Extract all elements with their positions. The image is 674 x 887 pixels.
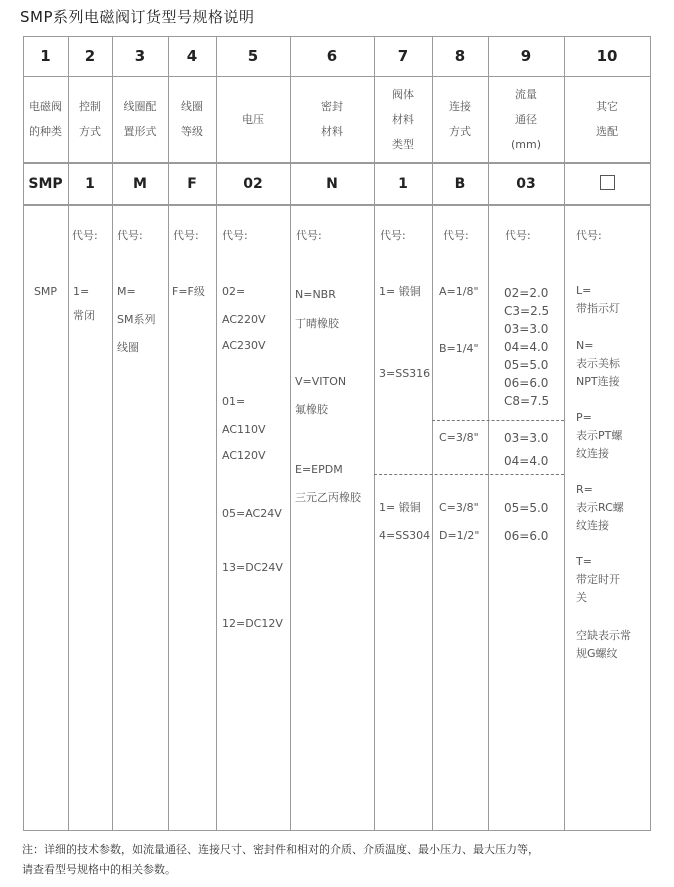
option-item: 规G螺纹 bbox=[576, 647, 618, 660]
code-label: 代号: bbox=[505, 229, 531, 242]
header-line: 材料 bbox=[392, 112, 414, 126]
voltage-option: AC110V bbox=[222, 423, 266, 436]
code-label: 代号: bbox=[576, 229, 602, 242]
orifice-option: 05=5.0 bbox=[504, 501, 549, 515]
col-number: 2 bbox=[84, 47, 96, 65]
orifice-option: 06=6.0 bbox=[504, 376, 549, 390]
header-line: 等级 bbox=[181, 125, 203, 138]
col-number: 4 bbox=[186, 47, 198, 65]
valve-type-value: SMP bbox=[33, 285, 58, 298]
col-header bbox=[168, 76, 216, 162]
code-control: 1 bbox=[85, 176, 95, 192]
code-orifice: 03 bbox=[516, 176, 536, 192]
orifice-option: 04=4.0 bbox=[504, 340, 549, 354]
control-option: 1= bbox=[73, 285, 90, 298]
body-material-option: 1= 锻铜 bbox=[379, 285, 421, 298]
header-line: 其它 bbox=[596, 100, 618, 113]
checkbox-icon[interactable] bbox=[600, 175, 615, 190]
voltage-option: AC120V bbox=[222, 449, 266, 462]
option-item: 表示RC螺 bbox=[576, 501, 624, 514]
page-title: SMP系列电磁阀订货型号规格说明 bbox=[20, 8, 255, 26]
voltage-option: 13=DC24V bbox=[222, 561, 283, 574]
code-label: 代号: bbox=[222, 229, 248, 242]
col-header bbox=[564, 76, 650, 162]
option-item: NPT连接 bbox=[576, 375, 620, 388]
col-number: 5 bbox=[247, 47, 259, 65]
header-line: 的种类 bbox=[29, 125, 62, 138]
connection-option: D=1/2" bbox=[439, 529, 480, 542]
option-item: T= bbox=[576, 555, 592, 568]
connection-option: C=3/8" bbox=[439, 501, 479, 514]
orifice-option: 06=6.0 bbox=[504, 529, 549, 543]
col-header bbox=[68, 76, 112, 162]
option-item: 纹连接 bbox=[576, 519, 609, 532]
option-item: 表示美标 bbox=[576, 357, 620, 370]
col-header bbox=[112, 76, 168, 162]
option-item: 空缺表示常 bbox=[576, 629, 631, 642]
option-item: 带定时开 bbox=[576, 573, 620, 586]
header-line: 电压 bbox=[242, 112, 264, 126]
code-label: 代号: bbox=[443, 229, 469, 242]
table-border-right bbox=[650, 36, 651, 831]
connection-option: B=1/4" bbox=[439, 342, 479, 355]
option-item: 关 bbox=[576, 591, 587, 604]
coil-class-option: F=F级 bbox=[172, 285, 205, 298]
orifice-option: 02=2.0 bbox=[504, 286, 549, 300]
col-number: 6 bbox=[326, 47, 338, 65]
code-smp: SMP bbox=[28, 176, 63, 192]
coil-option: M= bbox=[117, 285, 136, 298]
header-line: 流量 bbox=[515, 87, 537, 101]
seal-option: E=EPDM bbox=[295, 463, 343, 476]
code-label: 代号: bbox=[117, 229, 143, 242]
col-header bbox=[432, 76, 488, 162]
body-material-option: 1= 锻铜 bbox=[379, 501, 421, 514]
col-number: 1 bbox=[40, 47, 51, 65]
col-header bbox=[488, 76, 564, 162]
col-number: 9 bbox=[520, 47, 532, 65]
header-line: 选配 bbox=[596, 125, 618, 138]
body-material-option: 3=SS316 bbox=[379, 367, 431, 380]
voltage-option: 02= bbox=[222, 285, 246, 298]
code-body: 1 bbox=[398, 176, 408, 192]
orifice-list bbox=[504, 284, 549, 410]
dashed-divider bbox=[374, 474, 564, 475]
col-number: 3 bbox=[134, 47, 146, 65]
header-line: 密封 bbox=[321, 100, 343, 113]
col-header bbox=[290, 76, 374, 162]
code-label: 代号: bbox=[72, 229, 98, 242]
connection-option: A=1/8" bbox=[439, 285, 479, 298]
voltage-option: 05=AC24V bbox=[222, 507, 282, 520]
orifice-option: C8=7.5 bbox=[504, 394, 550, 408]
voltage-option: AC230V bbox=[222, 339, 266, 352]
header-line: 连接 bbox=[449, 100, 471, 113]
coil-option: 线圈 bbox=[117, 341, 139, 354]
spec-table bbox=[23, 36, 651, 831]
code-connection: B bbox=[454, 176, 466, 192]
code-seal: N bbox=[326, 176, 338, 192]
code-options bbox=[564, 164, 650, 204]
col-header bbox=[216, 76, 290, 162]
footnote-line: 请查看型号规格中的相关参数。 bbox=[22, 863, 176, 876]
coil-option: SM系列 bbox=[117, 313, 156, 326]
col-header bbox=[23, 76, 68, 162]
orifice-option: 04=4.0 bbox=[504, 454, 549, 468]
option-item: 纹连接 bbox=[576, 447, 609, 460]
option-item: P= bbox=[576, 411, 592, 424]
option-item: N= bbox=[576, 339, 594, 352]
option-item: 表示PT螺 bbox=[576, 429, 623, 442]
seal-option: 三元乙丙橡胶 bbox=[295, 491, 361, 504]
header-line: 控制 bbox=[79, 100, 101, 113]
seal-option: V=VITON bbox=[295, 375, 347, 388]
code-coil-config: M bbox=[133, 176, 147, 192]
orifice-option: 03=3.0 bbox=[504, 431, 549, 445]
orifice-option: 05=5.0 bbox=[504, 358, 549, 372]
orifice-option: C3=2.5 bbox=[504, 304, 550, 318]
orifice-option: 03=3.0 bbox=[504, 322, 549, 336]
code-label: 代号: bbox=[296, 229, 322, 242]
footnote bbox=[22, 840, 662, 880]
header-line: 方式 bbox=[79, 125, 101, 138]
connection-option: C=3/8" bbox=[439, 431, 479, 444]
header-line: 通径 bbox=[515, 112, 537, 126]
col-header bbox=[374, 76, 432, 162]
code-coil-class: F bbox=[187, 176, 197, 192]
option-item: R= bbox=[576, 483, 593, 496]
seal-option: N=NBR bbox=[295, 288, 336, 301]
header-line: 置形式 bbox=[123, 125, 157, 138]
footnote-line: 注：详细的技术参数，如流量通径、连接尺寸、密封件和相对的介质、介质温度、最小压力、最大压力等， bbox=[22, 843, 539, 856]
code-voltage: 02 bbox=[243, 176, 263, 192]
control-option: 常闭 bbox=[73, 309, 95, 322]
voltage-option: AC220V bbox=[222, 313, 266, 326]
code-label: 代号: bbox=[380, 229, 406, 242]
col-number: 7 bbox=[397, 47, 409, 65]
code-label: 代号: bbox=[173, 229, 199, 242]
voltage-option: 01= bbox=[222, 395, 246, 408]
table-border-bottom bbox=[23, 830, 651, 831]
col-number: 10 bbox=[596, 47, 618, 65]
header-line: 线圈 bbox=[181, 100, 203, 113]
header-line: 电磁阀 bbox=[29, 100, 62, 113]
header-line: 方式 bbox=[449, 125, 471, 138]
body-material-option: 4=SS304 bbox=[379, 529, 431, 542]
header-line: 材料 bbox=[321, 125, 343, 138]
seal-option: 氟橡胶 bbox=[295, 403, 328, 416]
row-divider bbox=[23, 204, 651, 206]
seal-option: 丁晴橡胶 bbox=[295, 317, 339, 330]
dashed-divider bbox=[432, 420, 564, 421]
header-line: 线圈配 bbox=[123, 100, 157, 113]
header-line: 阀体 bbox=[392, 87, 414, 101]
header-line: 类型 bbox=[392, 137, 414, 151]
voltage-option: 12=DC12V bbox=[222, 617, 283, 630]
option-item: L= bbox=[576, 284, 592, 297]
col-number: 8 bbox=[454, 47, 466, 65]
option-item: 带指示灯 bbox=[576, 302, 620, 315]
header-line: (mm) bbox=[510, 137, 541, 151]
